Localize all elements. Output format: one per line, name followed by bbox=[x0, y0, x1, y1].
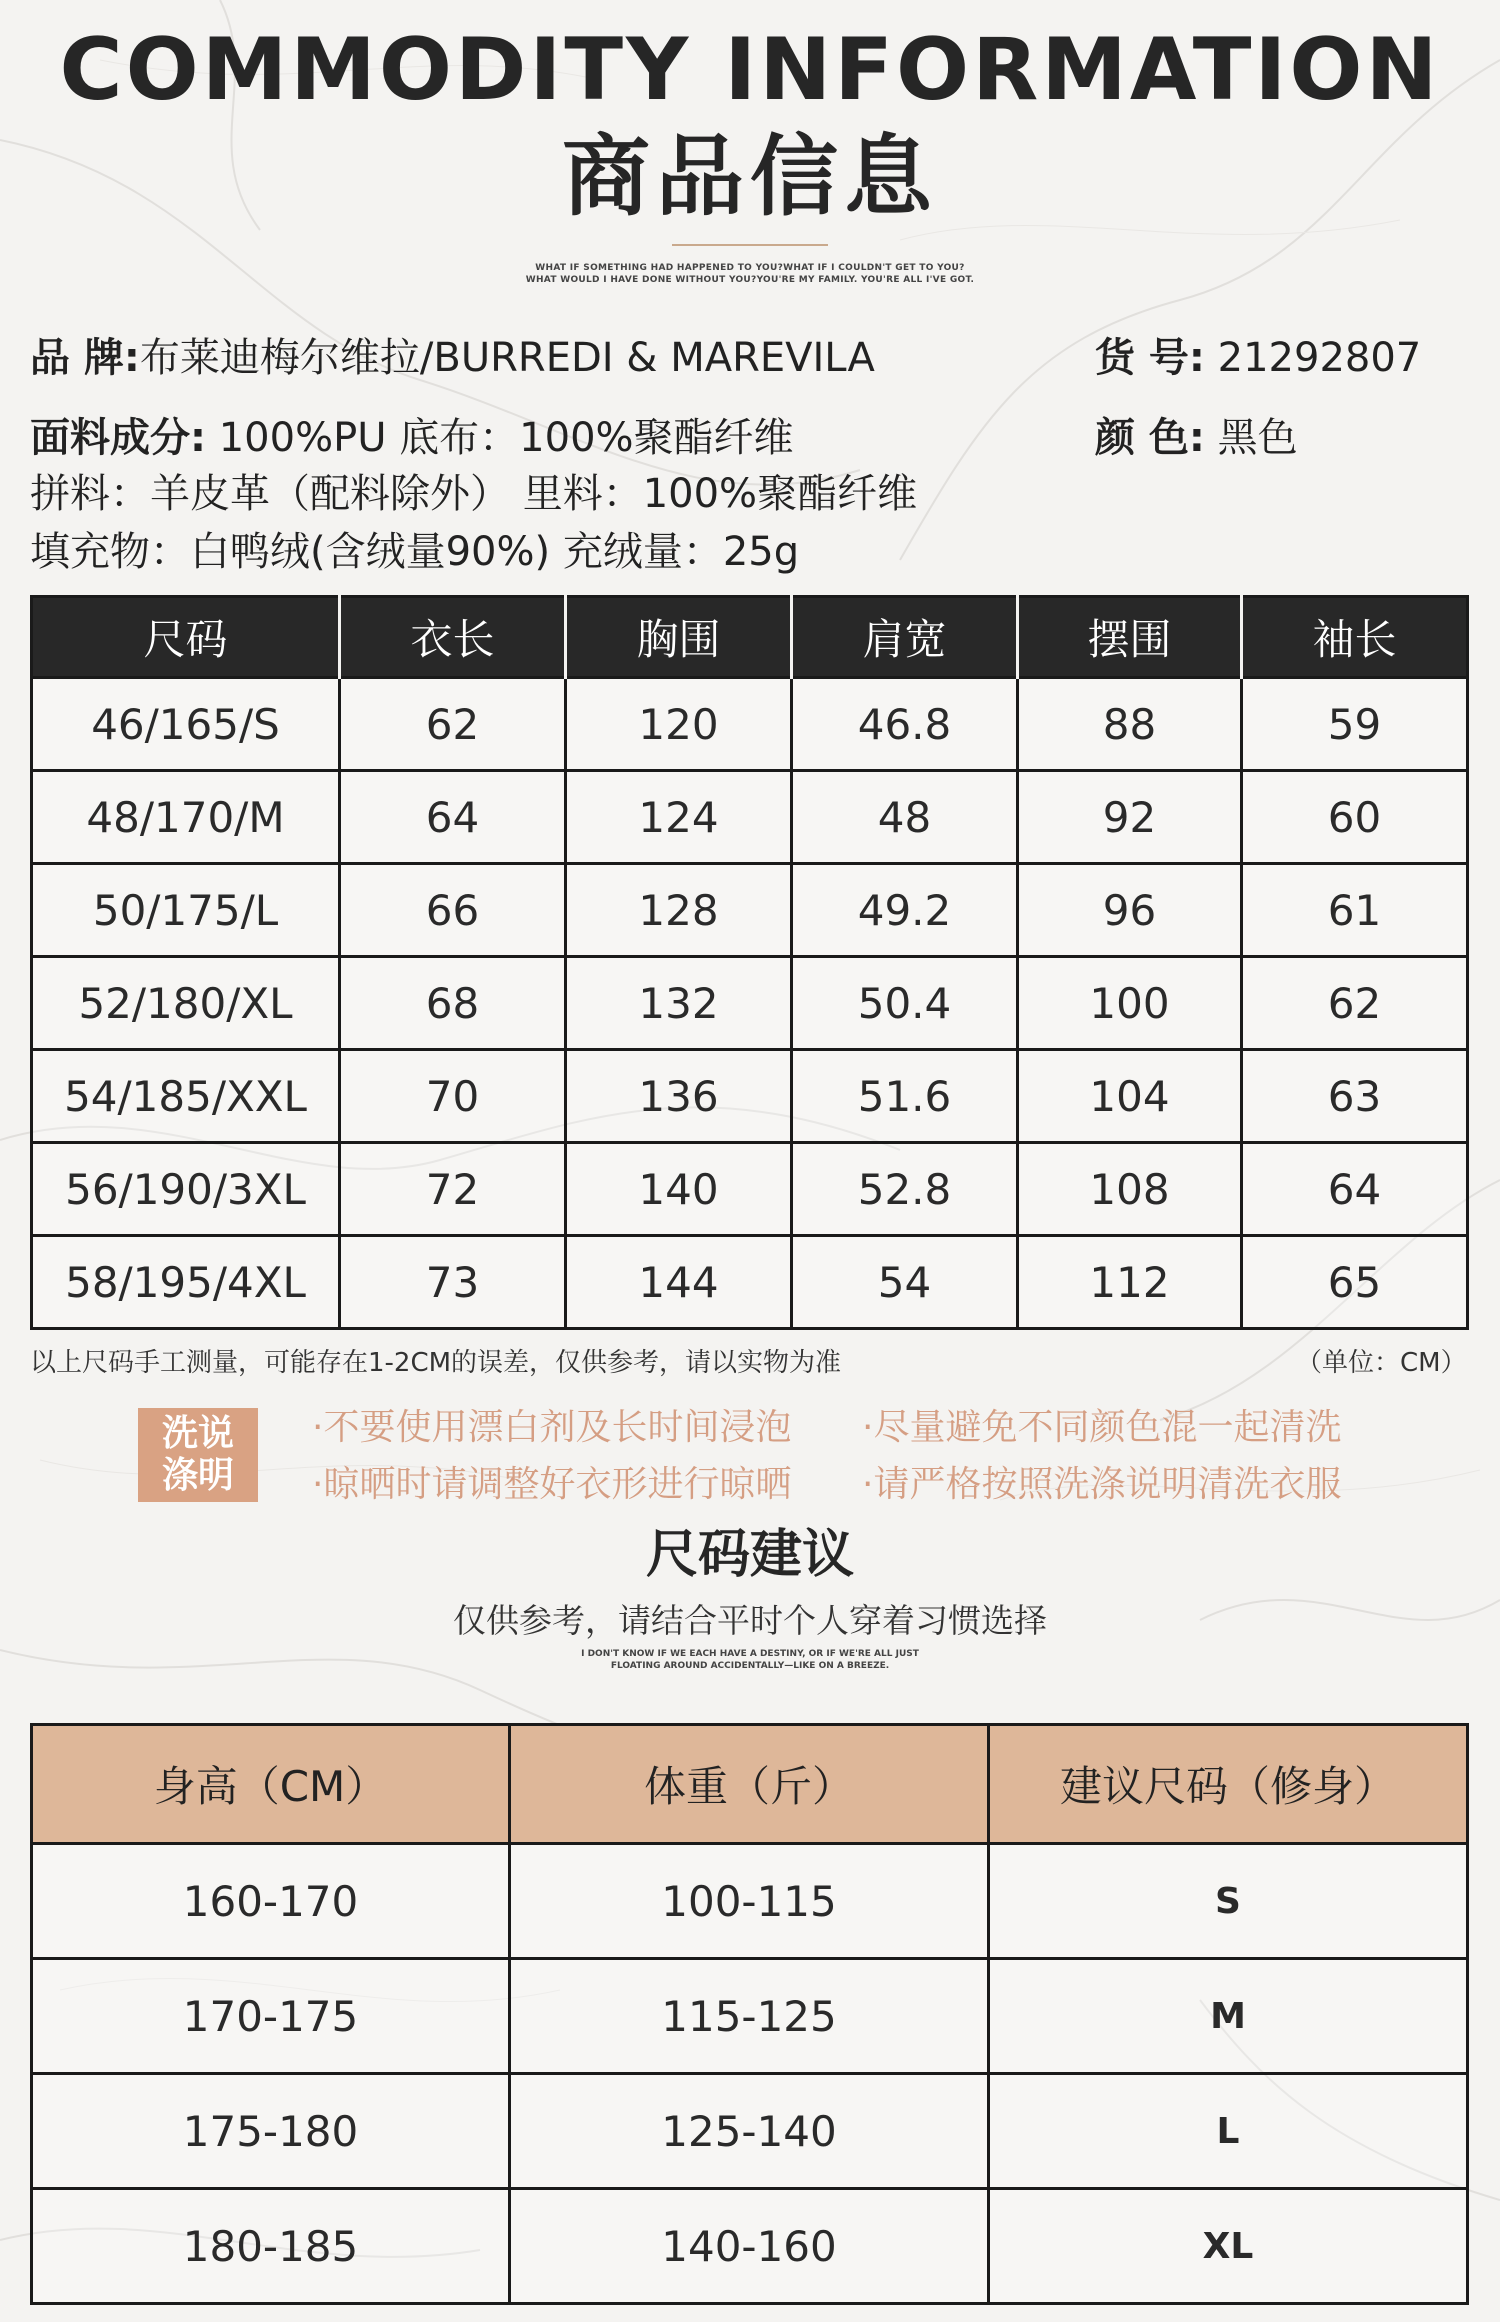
table-row bbox=[32, 864, 1468, 957]
size-chart-header: 衣长 bbox=[340, 597, 566, 678]
table-row bbox=[32, 1050, 1468, 1143]
table-cell: 65 bbox=[1242, 1236, 1468, 1329]
table-cell: 54/185/XXL bbox=[32, 1050, 340, 1143]
table-cell: 136 bbox=[566, 1050, 792, 1143]
table-cell: 96 bbox=[1018, 864, 1242, 957]
table-cell: 104 bbox=[1018, 1050, 1242, 1143]
item-number-row bbox=[1095, 330, 1421, 386]
table-cell: L bbox=[989, 2074, 1468, 2189]
table-row bbox=[32, 2189, 1468, 2304]
table-cell: 46/165/S bbox=[32, 678, 340, 771]
table-cell: 100 bbox=[1018, 957, 1242, 1050]
table-cell: 115-125 bbox=[510, 1959, 989, 2074]
measurement-note: 以上尺码手工测量，可能存在1-2CM的误差，仅供参考，请以实物为准 bbox=[30, 1348, 842, 1378]
table-row bbox=[32, 1143, 1468, 1236]
table-row bbox=[32, 771, 1468, 864]
fabric-value: 100%PU 底布：100%聚酯纤维 bbox=[218, 415, 794, 461]
recommendation-header-row bbox=[32, 1725, 1468, 1844]
recommendation-quote bbox=[0, 1648, 1500, 1672]
table-cell: 61 bbox=[1242, 864, 1468, 957]
color-row bbox=[1095, 410, 1298, 466]
wash-instructions-badge bbox=[138, 1408, 258, 1502]
table-cell: 49.2 bbox=[792, 864, 1018, 957]
recommendation-header: 身高（CM） bbox=[32, 1725, 510, 1844]
table-cell: 46.8 bbox=[792, 678, 1018, 771]
table-cell: 58/195/4XL bbox=[32, 1236, 340, 1329]
table-cell: 160-170 bbox=[32, 1844, 510, 1959]
table-cell: 52/180/XL bbox=[32, 957, 340, 1050]
fabric-row bbox=[30, 410, 794, 466]
table-cell: 128 bbox=[566, 864, 792, 957]
table-cell: 124 bbox=[566, 771, 792, 864]
recommendation-quote-line-1: I DON'T KNOW IF WE EACH HAVE A DESTINY, OR IF WE'RE ALL JUST bbox=[581, 1649, 919, 1659]
size-chart-header: 肩宽 bbox=[792, 597, 1018, 678]
table-cell: 88 bbox=[1018, 678, 1242, 771]
table-cell: 144 bbox=[566, 1236, 792, 1329]
table-cell: 100-115 bbox=[510, 1844, 989, 1959]
page-title-cn: 商品信息 bbox=[561, 125, 938, 228]
wash-item: ·请严格按照洗涤说明清洗衣服 bbox=[862, 1464, 1342, 1505]
table-cell: 125-140 bbox=[510, 2074, 989, 2189]
table-cell: 132 bbox=[566, 957, 792, 1050]
table-cell: 60 bbox=[1242, 771, 1468, 864]
wash-item: ·晾晒时请调整好衣形进行晾晒 bbox=[312, 1464, 792, 1505]
table-cell: 70 bbox=[340, 1050, 566, 1143]
table-cell: M bbox=[989, 1959, 1468, 2074]
table-cell: 64 bbox=[340, 771, 566, 864]
table-cell: 120 bbox=[566, 678, 792, 771]
size-chart-header: 胸围 bbox=[566, 597, 792, 678]
table-cell: 180-185 bbox=[32, 2189, 510, 2304]
size-chart-header-row bbox=[32, 597, 1468, 678]
table-cell: 63 bbox=[1242, 1050, 1468, 1143]
table-cell: 62 bbox=[1242, 957, 1468, 1050]
color-value: 黑色 bbox=[1217, 415, 1298, 461]
table-cell: 66 bbox=[340, 864, 566, 957]
table-cell: 112 bbox=[1018, 1236, 1242, 1329]
item-number-value: 21292807 bbox=[1217, 335, 1422, 381]
table-cell: 73 bbox=[340, 1236, 566, 1329]
page-title-en: COMMODITY INFORMATION bbox=[59, 20, 1441, 120]
brand-value: 布莱迪梅尔维拉/BURREDI & MAREVILA bbox=[139, 335, 875, 381]
wash-item: ·尽量避免不同颜色混一起清洗 bbox=[862, 1407, 1342, 1448]
wash-item: ·不要使用漂白剂及长时间浸泡 bbox=[312, 1407, 792, 1448]
size-recommendation-table bbox=[30, 1723, 1469, 2305]
size-chart-header: 尺码 bbox=[32, 597, 340, 678]
size-recommendation-subtitle: 仅供参考，请结合平时个人穿着习惯选择 bbox=[453, 1601, 1047, 1640]
table-cell: 64 bbox=[1242, 1143, 1468, 1236]
table-cell: 48/170/M bbox=[32, 771, 340, 864]
size-chart-header: 摆围 bbox=[1018, 597, 1242, 678]
table-cell: 48 bbox=[792, 771, 1018, 864]
recommendation-header: 建议尺码（修身） bbox=[989, 1725, 1468, 1844]
filling-row: 填充物：白鸭绒(含绒量90%) 充绒量：25g bbox=[30, 529, 800, 575]
wash-badge-line-2: 涤明 bbox=[161, 1455, 234, 1496]
size-chart-table bbox=[30, 595, 1469, 1330]
table-cell: 62 bbox=[340, 678, 566, 771]
table-cell: 140 bbox=[566, 1143, 792, 1236]
header-quote-line-1: WHAT IF SOMETHING HAD HAPPENED TO YOU?WHAT IF I COULDN'T GET TO YOU? bbox=[535, 263, 965, 273]
item-number-label: 货 号: bbox=[1095, 335, 1205, 381]
table-cell: 92 bbox=[1018, 771, 1242, 864]
table-cell: 54 bbox=[792, 1236, 1018, 1329]
table-cell: 52.8 bbox=[792, 1143, 1018, 1236]
size-chart-header: 袖长 bbox=[1242, 597, 1468, 678]
table-cell: 68 bbox=[340, 957, 566, 1050]
table-cell: 56/190/3XL bbox=[32, 1143, 340, 1236]
wash-badge-line-1: 洗说 bbox=[161, 1413, 234, 1454]
table-cell: S bbox=[989, 1844, 1468, 1959]
table-cell: 50/175/L bbox=[32, 864, 340, 957]
color-label: 颜 色: bbox=[1095, 415, 1205, 461]
recommendation-quote-line-2: FLOATING AROUND ACCIDENTALLY—LIKE ON A BREEZE. bbox=[610, 1661, 890, 1671]
table-cell: 59 bbox=[1242, 678, 1468, 771]
table-row bbox=[32, 1959, 1468, 2074]
table-row bbox=[32, 678, 1468, 771]
table-cell: 51.6 bbox=[792, 1050, 1018, 1143]
table-row bbox=[32, 1236, 1468, 1329]
table-cell: 50.4 bbox=[792, 957, 1018, 1050]
size-recommendation-title: 尺码建议 bbox=[645, 1525, 854, 1585]
table-cell: 108 bbox=[1018, 1143, 1242, 1236]
table-cell: 140-160 bbox=[510, 2189, 989, 2304]
header-quote-line-2: WHAT WOULD I HAVE DONE WITHOUT YOU?YOU'RE MY FAMILY. YOU'RE ALL I'VE GOT. bbox=[525, 275, 975, 285]
fabric-label: 面料成分: bbox=[30, 415, 206, 461]
table-row bbox=[32, 2074, 1468, 2189]
recommendation-header: 体重（斤） bbox=[510, 1725, 989, 1844]
title-divider bbox=[672, 244, 828, 246]
table-row bbox=[32, 1844, 1468, 1959]
brand-row bbox=[30, 330, 875, 386]
table-cell: 170-175 bbox=[32, 1959, 510, 2074]
table-cell: XL bbox=[989, 2189, 1468, 2304]
unit-note: （单位：CM） bbox=[1296, 1348, 1467, 1378]
table-cell: 175-180 bbox=[32, 2074, 510, 2189]
header-quote bbox=[0, 262, 1500, 286]
table-cell: 72 bbox=[340, 1143, 566, 1236]
brand-label: 品 牌: bbox=[30, 335, 140, 381]
table-row bbox=[32, 957, 1468, 1050]
patch-lining-row: 拼料：羊皮革（配料除外） 里料：100%聚酯纤维 bbox=[30, 471, 918, 517]
